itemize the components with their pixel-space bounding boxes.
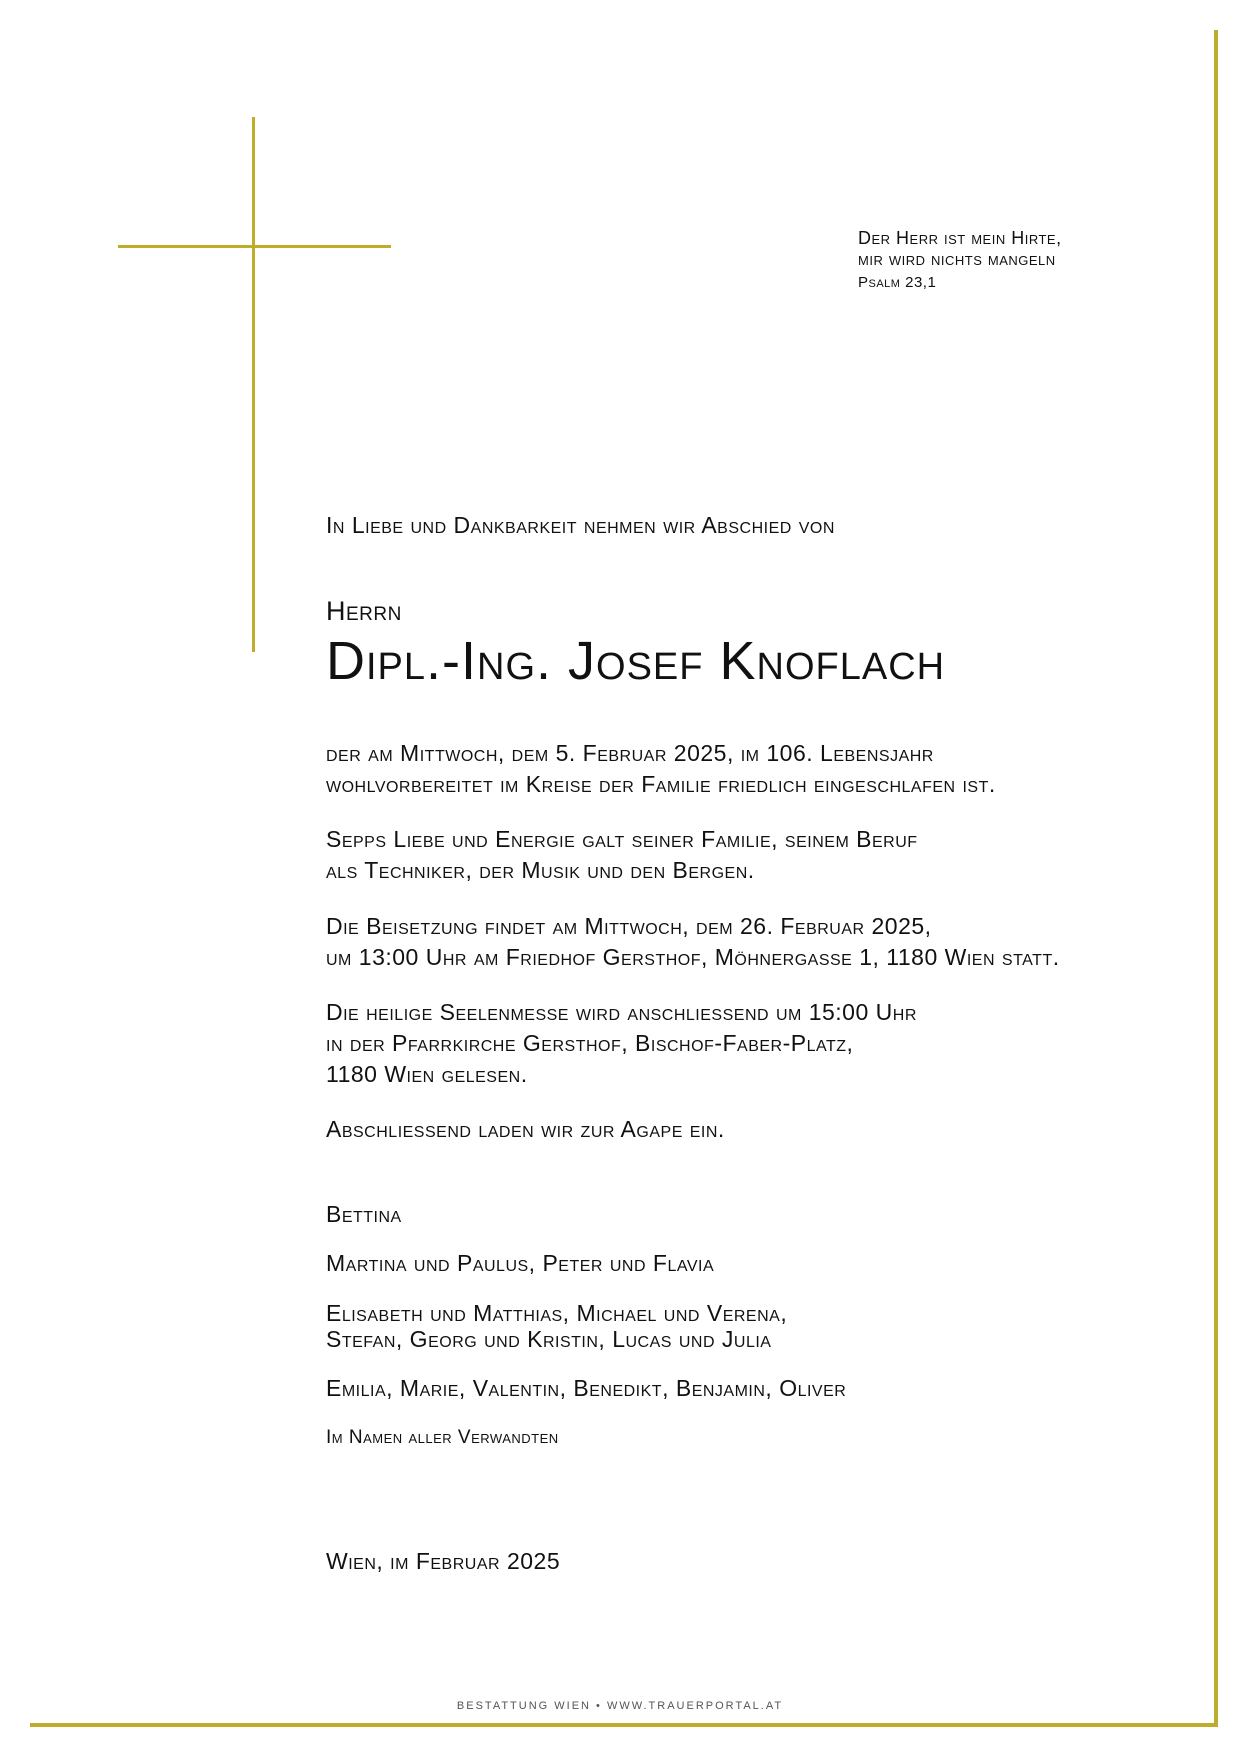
- cross-vertical-bar: [252, 117, 255, 652]
- family-line: Martina und Paulus, Peter und Flavia: [326, 1250, 715, 1276]
- family-group-4: [326, 1375, 846, 1401]
- family-line: Stefan, Georg und Kristin, Lucas und Julia: [326, 1326, 772, 1352]
- paragraph-burial: [326, 911, 1060, 973]
- family-line: Elisabeth und Matthias, Michael und Verena,: [326, 1300, 788, 1326]
- family-group-1: [326, 1201, 402, 1227]
- paragraph-death-notice: [326, 738, 996, 800]
- place-date: Wien, im Februar 2025: [326, 1548, 561, 1574]
- kin-note: Im Namen aller Verwandten: [326, 1427, 559, 1448]
- psalm-quote-line-1: Der Herr ist mein Hirte,: [858, 228, 1062, 248]
- paragraph-line: 1180 Wien gelesen.: [326, 1061, 528, 1087]
- psalm-source: Psalm 23,1: [858, 274, 937, 291]
- paragraph-mass: [326, 997, 917, 1090]
- family-line: Emilia, Marie, Valentin, Benedikt, Benjamin, Oliver: [326, 1375, 847, 1401]
- paragraph-line: Die Beisetzung findet am Mittwoch, dem 26. Februar 2025,: [326, 913, 932, 939]
- family-group-2: [326, 1250, 714, 1276]
- intro-text: In Liebe und Dankbarkeit nehmen wir Abschied von: [326, 512, 835, 538]
- psalm-quote: [858, 228, 1062, 270]
- paragraph-agape: [326, 1114, 725, 1145]
- psalm-quote-line-2: mir wird nichts mangeln: [858, 249, 1056, 269]
- paragraph-line: wohlvorbereitet im Kreise der Familie friedlich eingeschlafen ist.: [326, 771, 996, 797]
- paragraph-tribute: [326, 824, 918, 886]
- paragraph-line: Sepps Liebe und Energie galt seiner Familie, seinem Beruf: [326, 826, 918, 852]
- page-border-right: [1214, 30, 1218, 1726]
- paragraph-line: als Techniker, der Musik und den Bergen.: [326, 857, 755, 883]
- family-group-3: [326, 1300, 787, 1352]
- salutation: Herrn: [326, 596, 402, 626]
- paragraph-line: in der Pfarrkirche Gersthof, Bischof-Faber-Platz,: [326, 1030, 854, 1056]
- cross-horizontal-bar: [118, 245, 391, 248]
- deceased-name: Dipl.-Ing. Josef Knoflach: [326, 631, 946, 691]
- paragraph-line: der am Mittwoch, dem 5. Februar 2025, im 106. Lebensjahr: [326, 740, 934, 766]
- paragraph-line: Die heilige Seelenmesse wird anschliessend um 15:00 Uhr: [326, 999, 917, 1025]
- paragraph-line: Abschliessend laden wir zur Agape ein.: [326, 1116, 725, 1142]
- footer-publisher: BESTATTUNG WIEN • WWW.TRAUERPORTAL.AT: [456, 1700, 784, 1712]
- family-line: Bettina: [326, 1201, 402, 1227]
- paragraph-line: um 13:00 Uhr am Friedhof Gersthof, Möhnergasse 1, 1180 Wien statt.: [326, 944, 1060, 970]
- page-border-bottom: [30, 1723, 1218, 1727]
